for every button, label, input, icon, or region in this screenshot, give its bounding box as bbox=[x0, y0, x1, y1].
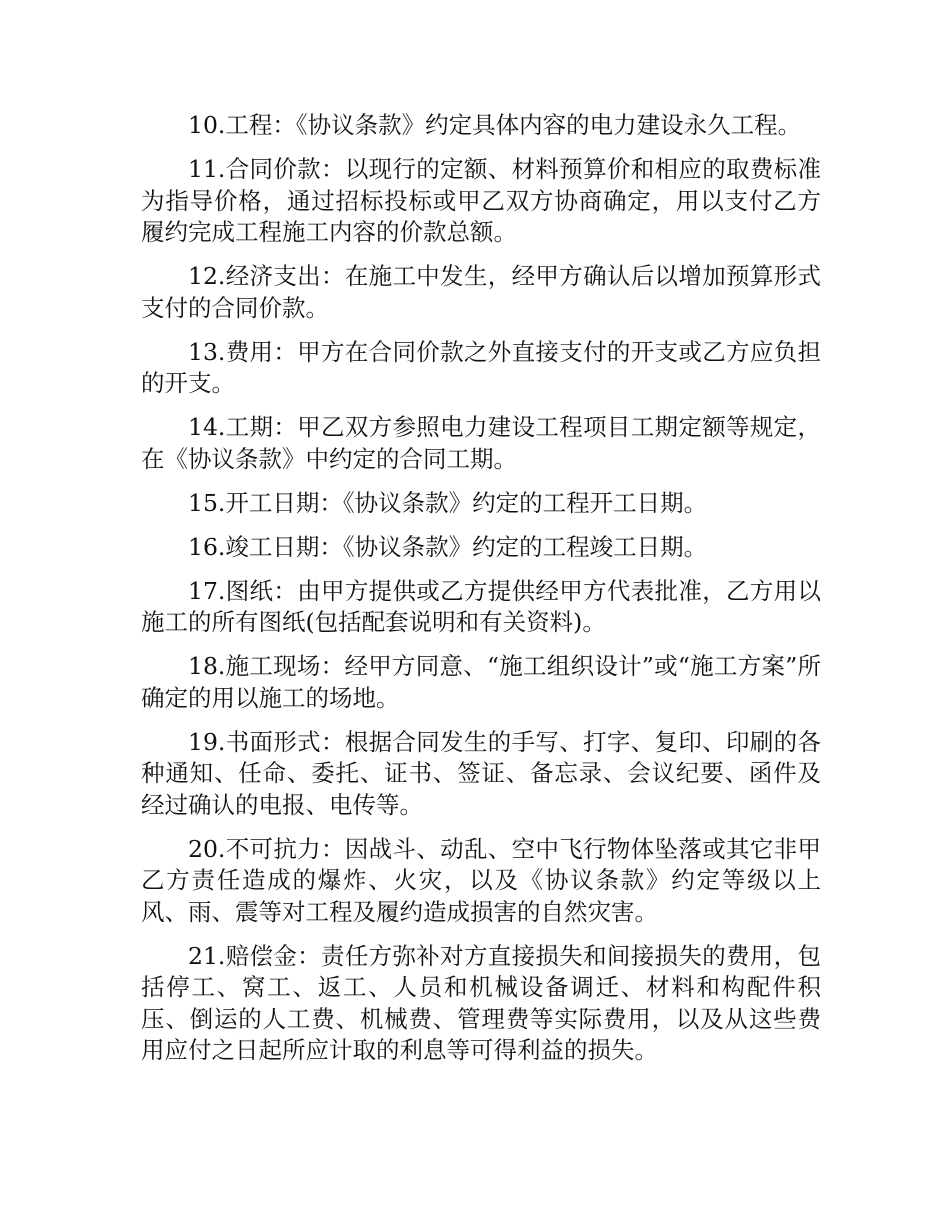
clause-11: 11.合同价款：以现行的定额、材料预算价和相应的取费标准为指导价格，通过招标投标或甲乙双方协商确定，用以支付乙方履约完成工程施工内容的价款总额。 bbox=[141, 155, 821, 246]
clause-19: 19.书面形式：根据合同发生的手写、打字、复印、印刷的各种通知、任命、委托、证书、签证、备忘录、会议纪要、函件及经过确认的电报、电传等。 bbox=[141, 727, 821, 819]
clause-12: 12.经济支出：在施工中发生，经甲方确认后以增加预算形式支付的合同价款。 bbox=[141, 262, 821, 322]
clause-10: 10.工程：《协议条款》约定具体内容的电力建设永久工程。 bbox=[188, 111, 802, 139]
document-body bbox=[141, 110, 821, 1079]
clause-15: 15.开工日期：《协议条款》约定的工程开工日期。 bbox=[188, 488, 708, 517]
clause-16: 16.竣工日期：《协议条款》约定的工程竣工日期。 bbox=[188, 532, 708, 561]
clause-17: 17.图纸：由甲方提供或乙方提供经甲方代表批准，乙方用以施工的所有图纸(包括配套说明和有关资料)。 bbox=[141, 576, 821, 636]
clause-20: 20.不可抗力：因战斗、动乱、空中飞行物体坠落或其它非甲乙方责任造成的爆炸、火灾，以及《协议条款》约定等级以上风、雨、震等对工程及履约造成损害的自然灾害。 bbox=[141, 834, 821, 926]
clause-21: 21.赔偿金：责任方弥补对方直接损失和间接损失的费用，包括停工、窝工、返工、人员和机械设备调迁、材料和构配件积压、倒运的人工费、机械费、管理费等实际费用，以及从这些费用应付之日起所应计取的利息等可得利益的损失。 bbox=[141, 941, 821, 1064]
clause-13: 13.费用：甲方在合同价款之外直接支付的开支或乙方应负担的开支。 bbox=[141, 337, 821, 397]
clause-18: 18.施工现场：经甲方同意、“施工组织设计”或“施工方案”所确定的用以施工的场地。 bbox=[141, 652, 821, 712]
clause-14: 14.工期：甲乙双方参照电力建设工程项目工期定额等规定，在《协议条款》中约定的合同工期。 bbox=[141, 413, 821, 473]
